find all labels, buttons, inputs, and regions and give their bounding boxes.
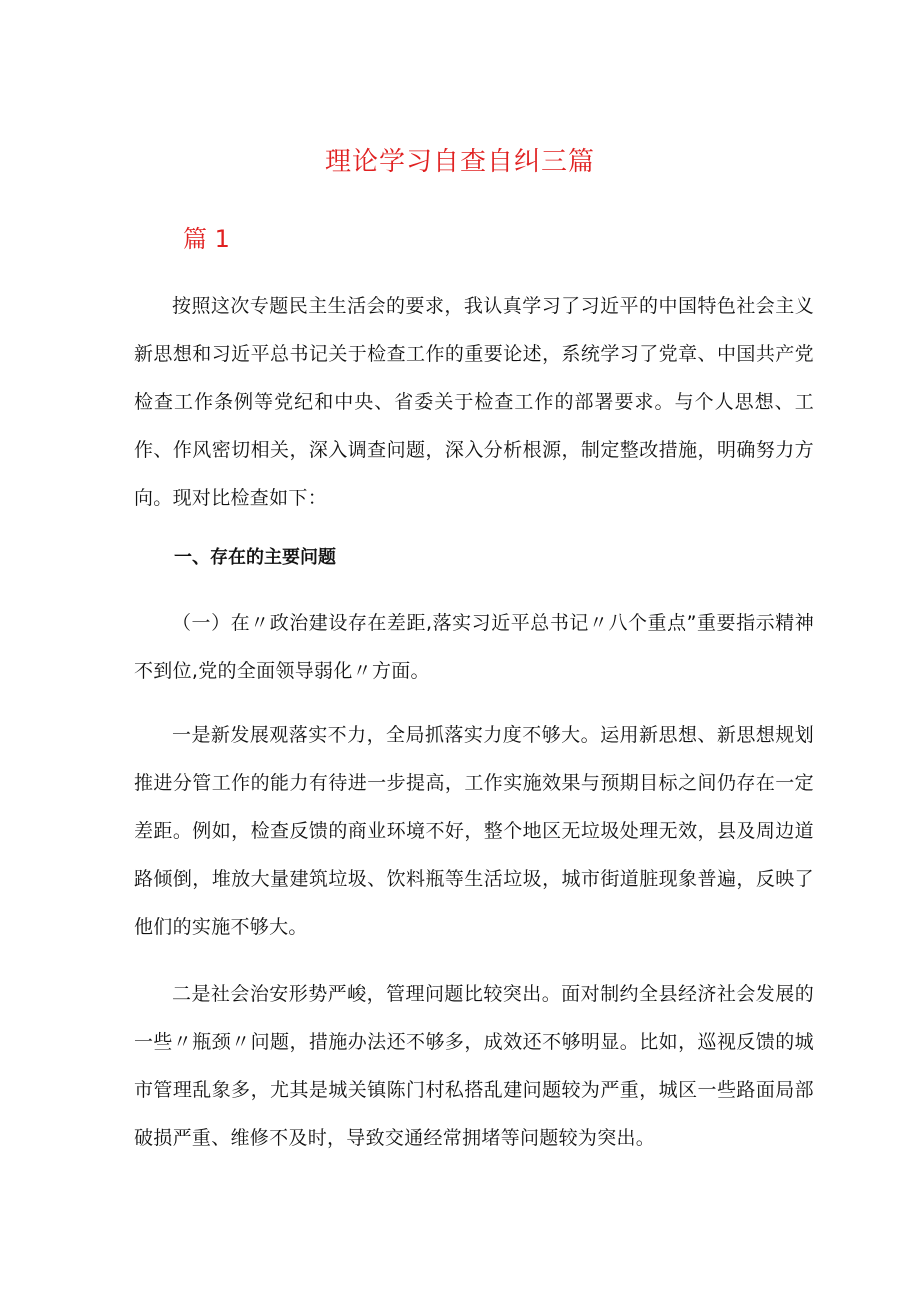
document-title: 理论学习自查自纠三篇: [324, 147, 595, 177]
point-two-paragraph: 二是社会治安形势严峻，管理问题比较突出。面对制约全县经济社会发展的一些〃瓶颈〃问题，措施办法还不够多，成效还不够明显。比如，巡视反馈的城市管理乱象多，尤其是城关镇陈门村私搭乱建问题较为严重，城区一些路面局部破损严重、维修不及时，导致交通经常拥堵等问题较为突出。: [134, 983, 814, 1149]
part-heading: 篇 1: [183, 225, 230, 253]
section-heading: 一、存在的主要问题: [174, 547, 336, 568]
intro-paragraph: 按照这次专题民主生活会的要求，我认真学习了习近平的中国特色社会主义新思想和习近平总书记关于检查工作的重要论述，系统学习了党章、中国共产党检查工作条例等党纪和中央、省委关于检查工作的部署要求。与个人思想、工作、作风密切相关，深入调查问题，深入分析根源，制定整改措施，明确努力方向。现对比检查如下：: [134, 295, 814, 509]
point-one-paragraph: 一是新发展观落实不力，全局抓落实力度不够大。运用新思想、新思想规划推进分管工作的能力有待进一步提高，工作实施效果与预期目标之间仍存在一定差距。例如，检查反馈的商业环境不好，整个地区无垃圾处理无效，县及周边道路倾倒，堆放大量建筑垃圾、饮料瓶等生活垃圾，城市街道脏现象普遍，反映了他们的实施不够大。: [134, 724, 814, 938]
subsection-paragraph: （一）在〃政治建设存在差距,落实习近平总书记〃八个重点”重要指示精神不到位,党的全面领导弱化〃方面。: [134, 612, 814, 682]
